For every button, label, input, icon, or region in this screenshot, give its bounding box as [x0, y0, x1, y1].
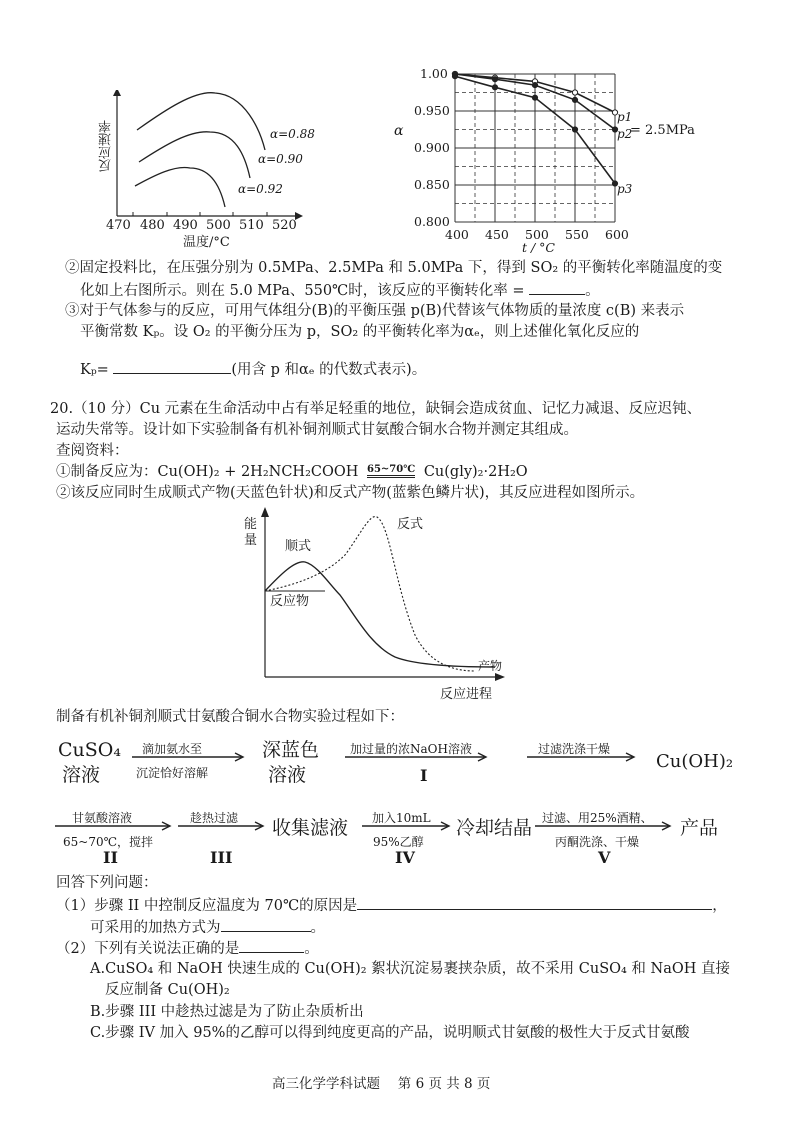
question-1-line2: [90, 917, 325, 938]
p3-label: p3: [617, 182, 633, 196]
p1-label: p1: [617, 110, 633, 124]
arrow-7-bottom: 丙酮洗涤、干燥: [555, 835, 640, 849]
step-ii: II: [103, 848, 118, 867]
trans-label: 反式: [397, 517, 424, 532]
q2-line2: [80, 280, 600, 301]
q3-line1: ③对于气体参与的反应，可用气体组分(B)的平衡压强 p(B)代替该气体物质的量浓度 c(B) 来表示: [65, 303, 685, 319]
period: 。: [585, 283, 600, 299]
option-b: B.步骤 III 中趁热过滤是为了防止杂质析出: [90, 1004, 364, 1020]
step-iii: III: [210, 848, 233, 867]
reaction-product: Cu(gly)₂·2H₂O: [423, 464, 528, 480]
x-tick: 600: [605, 227, 629, 242]
x-tick: 520: [272, 218, 297, 233]
question-2-text: （2）下列有关说法正确的是: [56, 941, 240, 957]
p2-label: p2: [617, 127, 633, 141]
arrow-6-bottom: 95%乙醇: [373, 835, 424, 849]
flow-node-deep-blue: 深蓝色: [262, 739, 320, 761]
kp-label: Kₚ=: [80, 362, 109, 378]
energy-axis-label-2: 量: [244, 533, 258, 548]
y-tick: 1.00: [420, 66, 448, 81]
arrow-7: [535, 821, 675, 831]
arrow-7-top: 过滤、用25%酒精、: [542, 811, 653, 825]
product-label: 产物: [478, 659, 503, 673]
flow-node-cuso4: CuSO₄: [58, 739, 121, 761]
x-tick: 500: [206, 218, 231, 233]
cis-label: 顺式: [285, 539, 312, 554]
arrow-1-top: 滴加氨水至: [142, 742, 203, 756]
arrow-4-top: 甘氨酸溶液: [72, 811, 133, 825]
arrow-6: [362, 821, 454, 831]
period: 。: [310, 920, 325, 936]
y-tick: 0.900: [414, 140, 450, 155]
y-tick: 0.950: [414, 103, 450, 118]
flow-node-deep-blue-solution: 溶液: [268, 764, 307, 786]
data-point-p2: [492, 77, 497, 82]
question-2-line: [56, 938, 319, 959]
flow-node-cu-oh-2: Cu(OH)₂: [656, 751, 734, 772]
data-point-p3: [452, 74, 457, 79]
flow-node-collect-filtrate: 收集滤液: [272, 817, 349, 839]
flow-node-product: 产品: [680, 817, 719, 839]
data-point-p3: [492, 85, 497, 90]
option-c: C.步骤 IV 加入 95%的乙醇可以得到纯度更高的产品，说明顺式甘氨酸的极性大于反式甘氨酸: [90, 1025, 690, 1041]
x-tick: 510: [239, 218, 264, 233]
flow-node-solution: 溶液: [62, 764, 101, 786]
kp-hint: (用含 p 和αₑ 的代数式表示)。: [231, 362, 427, 378]
process-intro: 制备有机补铜剂顺式甘氨酸合铜水合物实验过程如下：: [56, 709, 404, 725]
x-tick: 470: [106, 218, 131, 233]
arrow-3: [527, 752, 639, 762]
q20-line1: 20.（10 分）Cu 元素在生命活动中占有举足轻重的地位，缺铜会造成贫血、记忆力减退、反应迟钝、: [50, 401, 702, 417]
left-x-label: 温度/°C: [183, 235, 230, 250]
reactant-label: 反应物: [270, 594, 310, 609]
answer-intro: 回答下列问题：: [56, 875, 158, 891]
x-axis-label: t / °C: [522, 240, 555, 255]
step-i: I: [420, 766, 428, 785]
arrow-4: [55, 821, 175, 831]
curve-label-092: α=0.92: [238, 182, 283, 196]
q2-line1: ②固定投料比，在压强分别为 0.5MPa、2.5MPa 和 5.0MPa 下，得到 SO₂ 的平衡转化率随温度的变: [65, 260, 723, 276]
flow-node-cool-crystallize: 冷却结晶: [456, 817, 533, 839]
answer-blank-2[interactable]: [239, 938, 304, 953]
answer-blank-kp[interactable]: [113, 359, 231, 374]
reaction-progress-label: 反应进程: [440, 687, 493, 702]
x-tick: 490: [173, 218, 198, 233]
reference-1: [56, 462, 528, 482]
reference-title: 查阅资料：: [56, 443, 129, 459]
page-footer: 高三化学学科试题 第 6 页 共 8 页: [272, 1076, 491, 1092]
curve-label-090: α=0.90: [258, 152, 303, 166]
data-point-p2: [572, 97, 577, 102]
question-1-heating-text: 可采用的加热方式为: [90, 920, 221, 936]
option-a-line2: 反应制备 Cu(OH)₂: [105, 982, 230, 998]
q3-line2: 平衡常数 Kₚ。设 O₂ 的平衡分压为 p，SO₂ 的平衡转化率为αₑ，则上述催化氧化反应的: [80, 324, 640, 340]
q20-line2: 运动失常等。设计如下实验制备有机补铜剂顺式甘氨酸合铜水合物并测定其组成。: [56, 422, 578, 438]
period: 。: [304, 941, 319, 957]
y-tick: 0.800: [414, 214, 450, 229]
data-point-p1: [572, 90, 577, 95]
arrow-1-bottom: 沉淀恰好溶解: [136, 766, 209, 780]
data-point-p2: [532, 83, 537, 88]
arrow-1: [132, 752, 247, 762]
arrow-3-top: 过滤洗涤干燥: [538, 742, 611, 756]
arrow-2: [345, 752, 490, 762]
rate-axis-label: 反应速率: [99, 120, 114, 172]
step-v: V: [598, 848, 611, 867]
reaction-condition: 65~70℃: [367, 464, 415, 478]
x-tick: 480: [140, 218, 165, 233]
y-tick: 0.850: [414, 177, 450, 192]
answer-blank-conversion[interactable]: [529, 280, 585, 295]
x-tick: 450: [485, 227, 509, 242]
question-1-line1: [56, 895, 727, 916]
energy-axis-label-1: 能: [244, 517, 258, 532]
arrow-5: [178, 821, 268, 831]
arrow-2-top: 加过量的浓NaOH溶液: [350, 742, 472, 756]
data-point-p3: [532, 95, 537, 100]
step-iv: IV: [395, 848, 415, 867]
x-tick: 550: [565, 227, 589, 242]
comma: ，: [712, 898, 727, 914]
arrow-6-top: 加入10mL: [372, 811, 431, 825]
p2-value-label: = 2.5MPa: [630, 123, 695, 138]
alpha-axis-label: α: [394, 123, 404, 139]
curve-label-088: α=0.88: [270, 127, 315, 141]
question-1-text: （1）步骤 II 中控制反应温度为 70℃的原因是: [56, 898, 358, 914]
option-a-line1: A.CuSO₄ 和 NaOH 快速生成的 Cu(OH)₂ 絮状沉淀易裹挟杂质，故不采用 CuSO₄ 和 NaOH 直接: [90, 961, 731, 977]
arrow-4-bottom: 65~70℃，搅拌: [63, 835, 154, 849]
answer-blank-1a[interactable]: [357, 895, 712, 910]
data-point-p3: [572, 127, 577, 132]
arrow-5-top: 趁热过滤: [190, 811, 239, 825]
reference-2: ②该反应同时生成顺式产物(天蓝色针状)和反式产物(蓝紫色鳞片状)，其反应进程如图所示。: [56, 485, 645, 501]
x-tick: 400: [445, 227, 469, 242]
kp-line: [80, 359, 426, 380]
x-tick: 500: [525, 227, 549, 242]
q2-line2-text: 化如上右图所示。则在 5.0 MPa、550℃时，该反应的平衡转化率 =: [80, 283, 525, 299]
reaction-reactants: ①制备反应为：Cu(OH)₂ + 2H₂NCH₂COOH: [56, 464, 359, 480]
answer-blank-1b[interactable]: [221, 917, 311, 932]
